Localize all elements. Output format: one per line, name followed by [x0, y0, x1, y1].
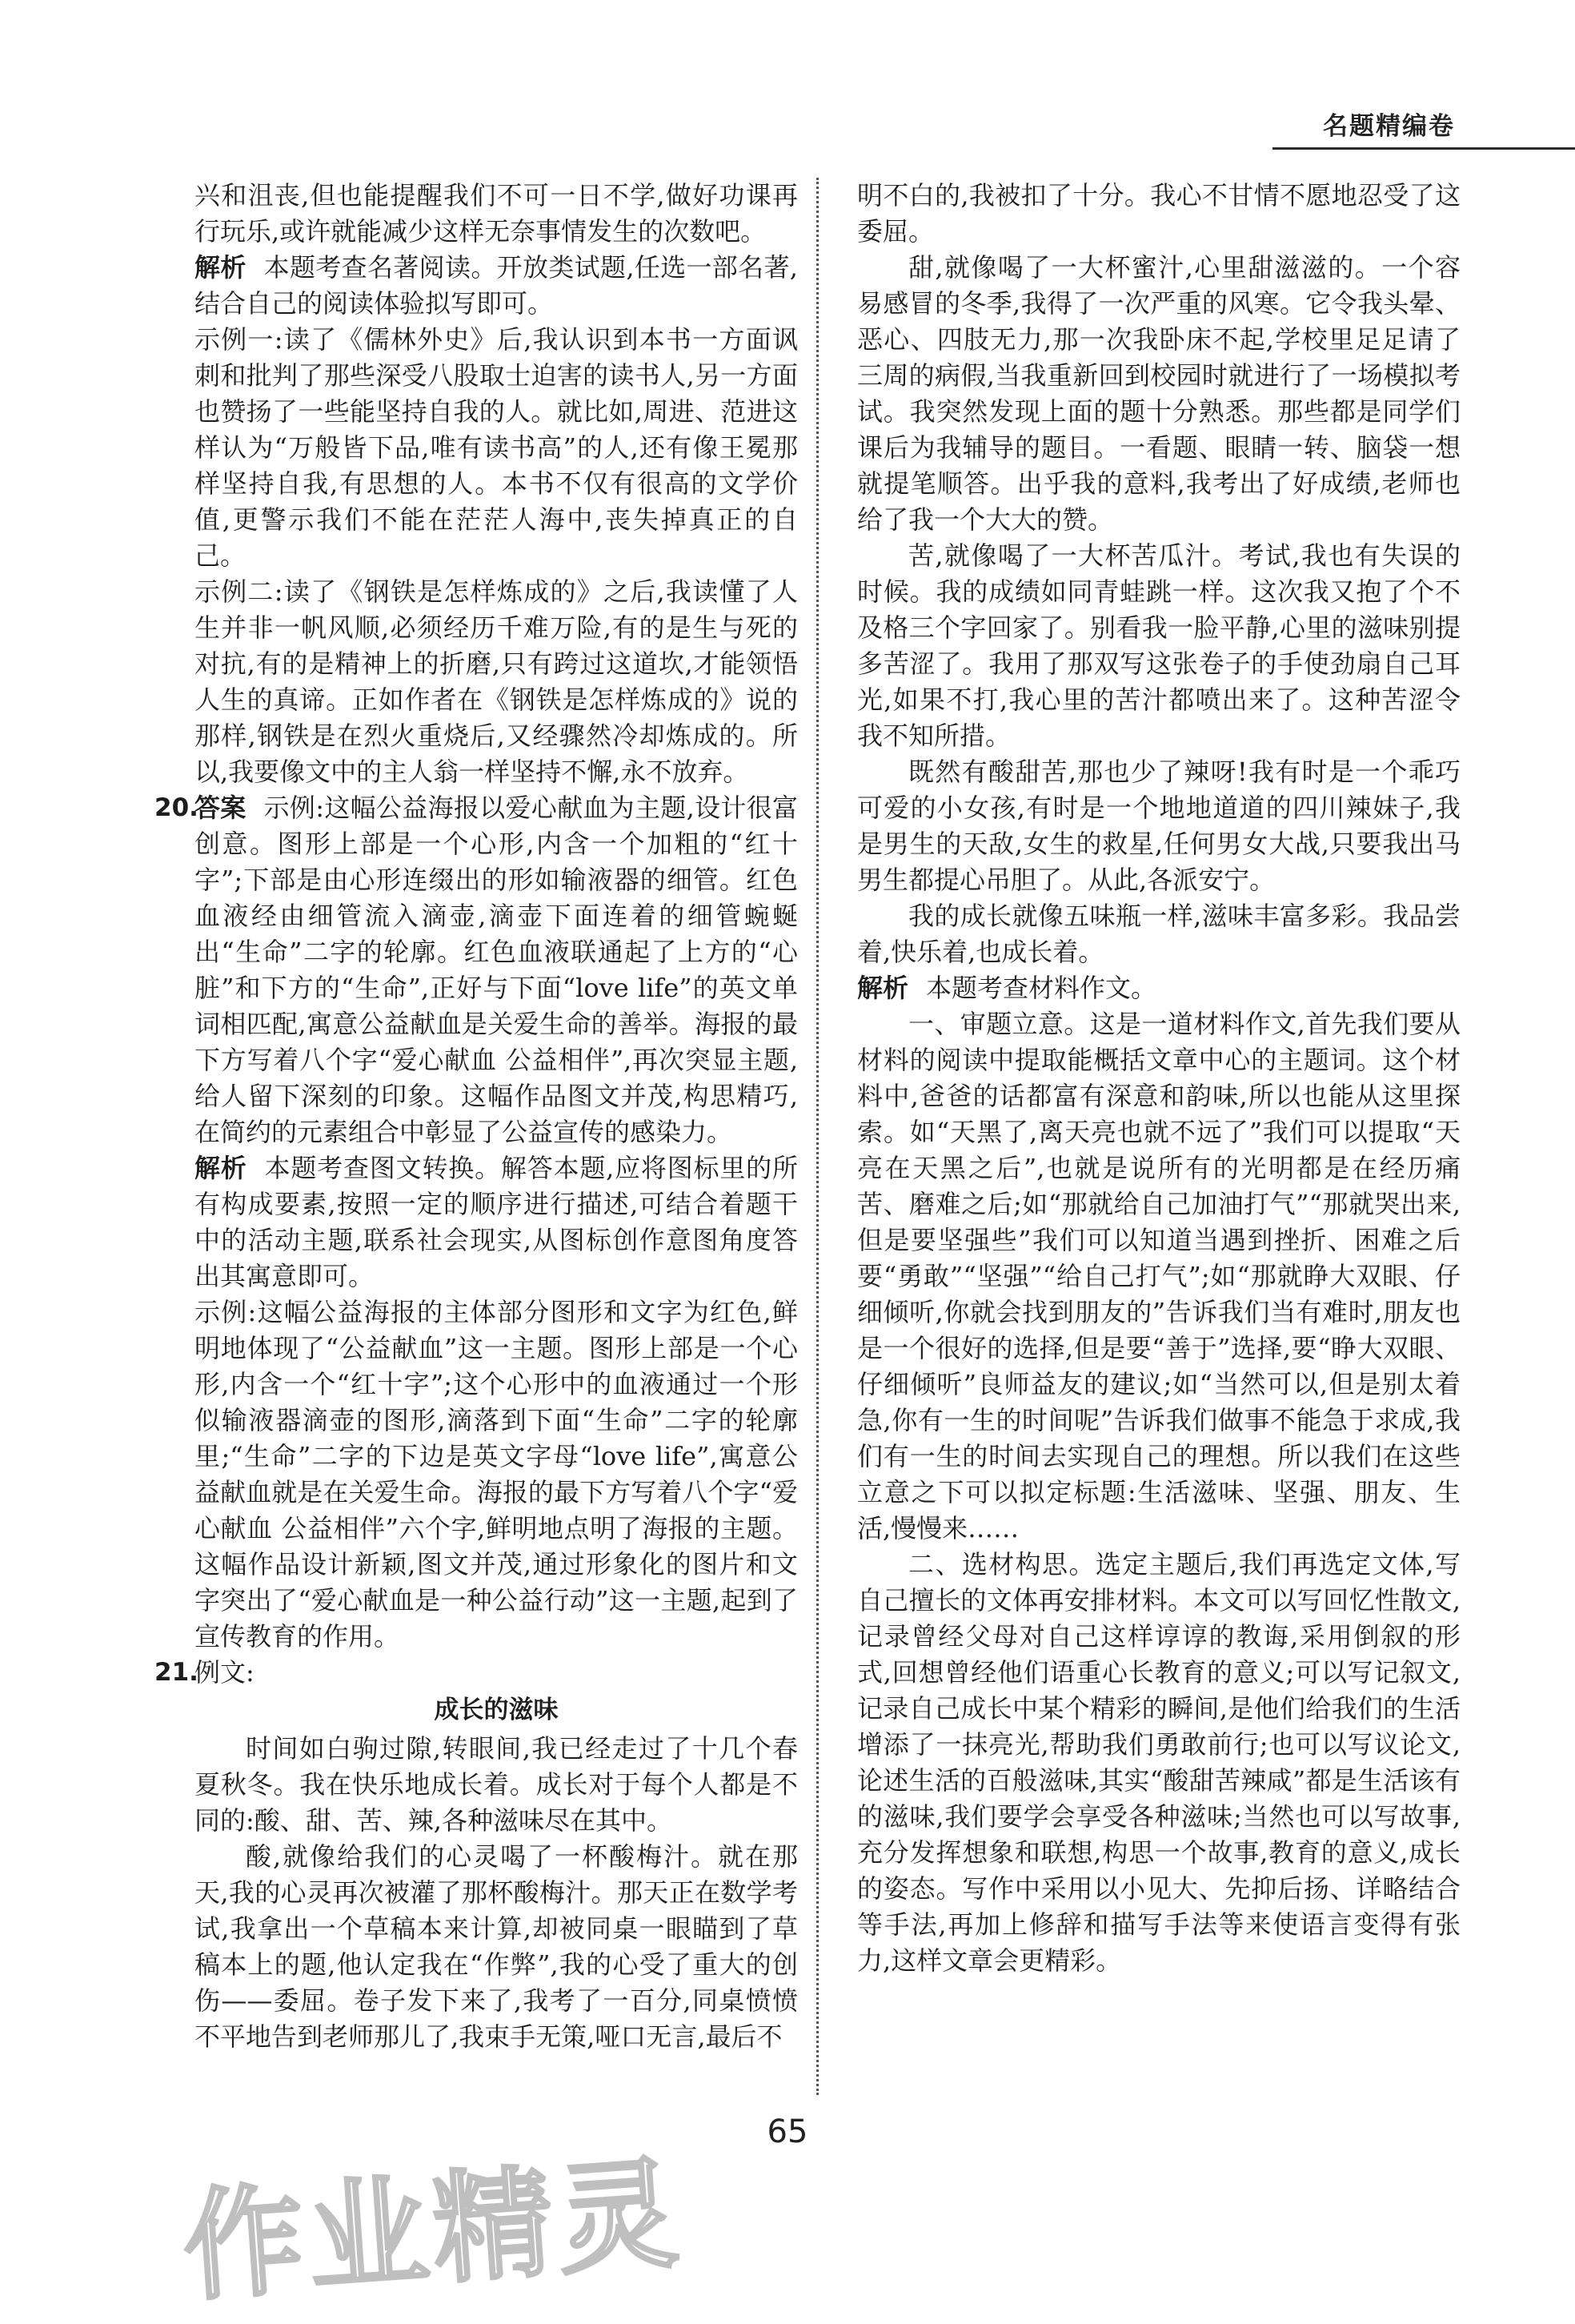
question-21 — [154, 1655, 798, 2055]
q20-answer-text: 示例:这幅公益海报以爱心献血为主题,设计很富创意。图形上部是一个心形,内含一个加粗的“红十字”;下部是由心形连缀出的形如输液器的细管。红色血液经由细管流入滴壶,滴壶下面连着的细管蜿蜒出“生命”二字的轮廓。红色血液联通起了上方的“心脏”和下方的“生命”,正好与下面“love life”的英文单词相匹配,寓意公益献血是关爱生命的善举。海报的最下方写着八个字“爱心献血 公益相伴”,再次突显主题,给人留下深刻的印象。这幅作品图文并茂,构思精巧,在简约的元素组合中彰显了公益宣传的感染力。 — [194, 793, 798, 1147]
q19-example-1: 示例一:读了《儒林外史》后,我认识到本书一方面讽刺和批判了那些深受八股取士迫害的读书人,另一方面也赞扬了一些能坚持自我的人。就比如,周进、范进这样认为“万般皆下品,唯有读书高”的人,还有像王冕那样坚持自我,有思想的人。本书不仅有很高的文学价值,更警示我们不能在茫茫人海中,丧失掉真正的自己。 — [194, 324, 798, 571]
analysis-label: 解析 — [194, 1153, 247, 1183]
essay-title: 成长的滋味 — [434, 1696, 559, 1724]
analysis-label: 解析 — [857, 973, 909, 1003]
essay-paragraph: 既然有酸甜苦,那也少了辣呀!我有时是一个乖巧可爱的小女孩,有时是一个地地道道的四川辣妹子,我是男生的天敌,女生的救星,任何男女大战,只要我出马男生都提心吊胆了。从此,各派安宁。 — [857, 757, 1461, 895]
q19-analysis — [194, 250, 798, 322]
q19-answer-tail: 兴和沮丧,但也能提醒我们不可一日不学,做好功课再行玩乐,或许就能减少这样无奈事情发生的次数吧。 — [194, 180, 798, 247]
q19-example-2: 示例二:读了《钢铁是怎样炼成的》之后,我读懂了人生并非一帆风顺,必须经历千难万险,有的是生与死的对抗,有的是精神上的折磨,只有跨过这道坎,才能领悟人生的真谛。正如作者在《钢铁是怎样炼成的》说的那样,钢铁是在烈火重烧后,又经骤然冷却炼成的。所以,我要像文中的主人翁一样坚持不懈,永不放弃。 — [194, 576, 798, 787]
page-number: 65 — [767, 2113, 808, 2150]
column-divider — [816, 178, 819, 2095]
q21-analysis — [857, 970, 1461, 1006]
right-column — [857, 178, 1461, 1979]
analysis-label: 解析 — [194, 252, 246, 283]
q19-analysis-text: 本题考查名著阅读。开放类试题,任选一部名著,结合自己的阅读体验拟写即可。 — [194, 252, 798, 319]
q20-example: 示例:这幅公益海报的主体部分图形和文字为红色,鲜明地体现了“公益献血”这一主题。图形上部是一个心形,内含一个“红十字”;这个心形中的血液通过一个形似输液器滴壶的图形,滴落到下面“生命”二字的轮廓里;“生命”二字的下边是英文字母“love life”,寓意公益献血就是在关爱生命。海报的最下方写着八个字“爱心献血 公益相伴”六个字,鲜明地点明了海报的主题。这幅作品设计新颖,图文并茂,通过形象化的图片和文字突出了“爱心献血是一种公益行动”这一主题,起到了宣传教育的作用。 — [194, 1297, 798, 1652]
q21-analysis-text: 本题考查材料作文。 — [926, 973, 1157, 1003]
watermark-logo: 作业精灵 — [178, 2144, 687, 2318]
header-rule — [1272, 147, 1575, 150]
question-number: 21. — [154, 1658, 198, 1687]
essay-paragraph: 甜,就像喝了一大杯蜜汁,心里甜滋滋的。一个容易感冒的冬季,我得了一次严重的风寒。它令我头晕、恶心、四肢无力,那一次我卧床不起,学校里足足请了三周的病假,当我重新回到校园时就进行了一场模拟考试。我突然发现上面的题十分熟悉。那些都是同学们课后为我辅导的题目。一看题、眼睛一转、脑袋一想就提笔顺答。出乎我的意料,我考出了好成绩,老师也给了我一个大大的赞。 — [857, 252, 1461, 535]
answer-label: 答案 — [194, 793, 246, 823]
question-20 — [154, 790, 798, 1655]
analysis-point-1: 一、审题立意。这是一道材料作文,首先我们要从材料的阅读中提取能概括文章中心的主题词。这个材料中,爸爸的话都富有深意和韵味,所以也能从这里探索。如“天黑了,离天亮也就不远了”我们可以提取“天亮在天黑之后”,也就是说所有的光明都是在经历痛苦、磨难之后;如“那就给自己加油打气”“那就哭出来,但是要坚强些”我们可以知道当遇到挫折、困难之后要“勇敢”“坚强”“给自己打气”;如“那就睁大双眼、仔细倾听,你就会找到朋友的”告诉我们当有难时,朋友也是一个很好的选择,但是要“善于”选择,要“睁大双眼、仔细倾听”良师益友的建议;如“当然可以,但是别太着急,你有一生的时间呢”告诉我们做事不能急于求成,我们有一生的时间去实现自己的理想。所以我们在这些立意之下可以拟定标题:生活滋味、坚强、朋友、生活,慢慢来…… — [857, 1009, 1461, 1543]
question-number: 20. — [154, 793, 198, 822]
essay-paragraph: 我的成长就像五味瓶一样,滋味丰富多彩。我品尝着,快乐着,也成长着。 — [857, 901, 1461, 967]
left-column — [154, 178, 798, 2055]
essay-paragraph: 明不白的,我被扣了十分。我心不甘情不愿地忍受了这委屈。 — [857, 180, 1461, 247]
q20-answer — [194, 790, 798, 1150]
essay-paragraph: 苦,就像喝了一大杯苦瓜汁。考试,我也有失误的时候。我的成绩如同青蛙跳一样。这次我又抱了个不及格三个字回家了。别看我一脸平静,心里的滋味别提多苦涩了。我用了那双写这张卷子的手使劲扇自己耳光,如果不打,我心里的苦汁都喷出来了。这种苦涩令我不知所措。 — [857, 540, 1461, 751]
essay-paragraph: 酸,就像给我们的心灵喝了一杯酸梅汁。就在那天,我的心灵再次被灌了那杯酸梅汁。那天正在数学考试,我拿出一个草稿本来计算,却被同桌一眼瞄到了草稿本上的题,他认定我在“作弊”,我的心受了重大的创伤——委屈。卷子发下来了,我考了一百分,同桌愤愤不平地告到老师那儿了,我束手无策,哑口无言,最后不 — [194, 1841, 798, 2052]
analysis-point-2: 二、选材构思。选定主题后,我们再选定文体,写自己擅长的文体再安排材料。本文可以写回忆性散文,记录曾经父母对自己这样谆谆的教诲,采用倒叙的形式,回想曾经他们语重心长教育的意义;可以写记叙文,记录自己成长中某个精彩的瞬间,是他们给我们的生活增添了一抹亮光,帮助我们勇敢前行;也可以写议论文,论述生活的百般滋味,其实“酸甜苦辣咸”都是生活该有的滋味,我们要学会享受各种滋味;当然也可以写故事,充分发挥想象和联想,构思一个故事,教育的意义,成长的姿态。写作中采用以小见大、先抑后扬、详略结合等手法,再加上修辞和描写手法等来使语言变得有张力,这样文章会更精彩。 — [857, 1549, 1461, 1976]
essay-paragraph: 时间如白驹过隙,转眼间,我已经走过了十几个春夏秋冬。我在快乐地成长着。成长对于每个人都是不同的:酸、甜、苦、辣,各种滋味尽在其中。 — [194, 1733, 798, 1836]
header-label: 名题精编卷 — [1323, 112, 1455, 141]
q20-analysis-text: 本题考查图文转换。解答本题,应将图标里的所有构成要素,按照一定的顺序进行描述,可结合着题干中的活动主题,联系社会现实,从图标创作意图角度答出其寓意即可。 — [194, 1153, 798, 1291]
q20-analysis — [194, 1150, 798, 1294]
q21-label: 例文: — [194, 1657, 254, 1688]
